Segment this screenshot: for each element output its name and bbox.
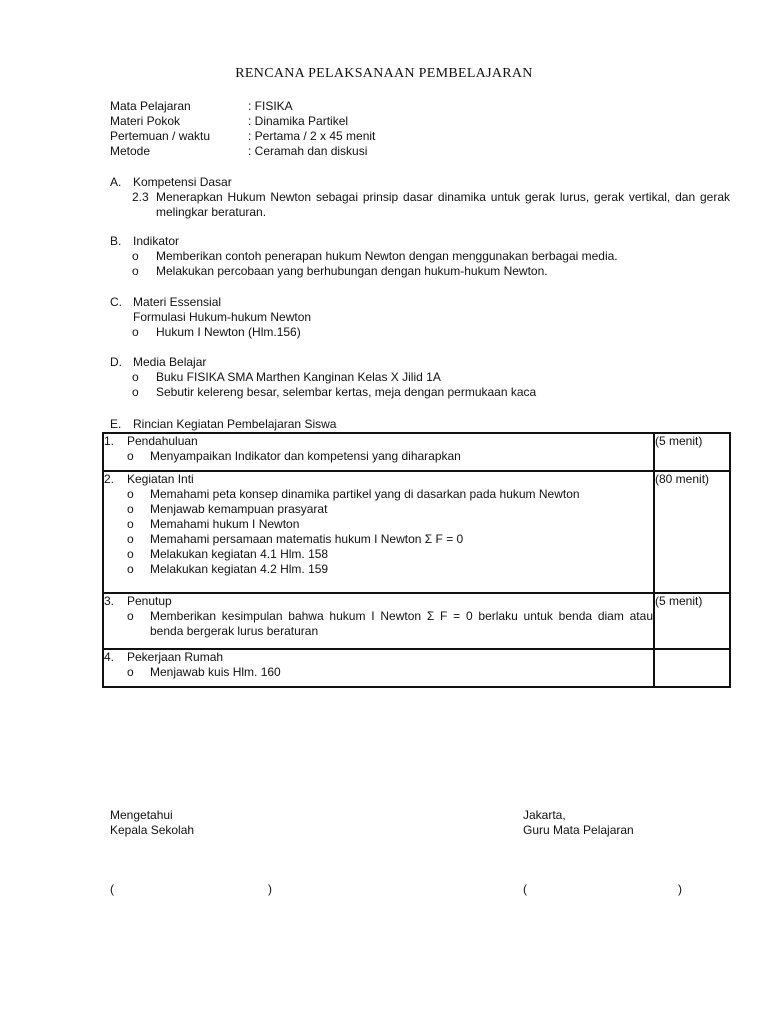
activity-heading [104, 594, 653, 609]
activity-time: (5 menit) [654, 433, 730, 471]
list-item [110, 249, 730, 264]
item-text: Melakukan kegiatan 4.1 Hlm. 158 [150, 547, 329, 561]
signature-left-close-paren: ) [268, 882, 272, 896]
meta-row-topic [110, 114, 375, 129]
activity-time: (5 menit) [654, 593, 730, 649]
list-item [104, 562, 653, 577]
signature-left-line2: Kepala Sekolah [110, 823, 195, 837]
list-item [104, 449, 653, 464]
meta-label: Mata Pelajaran [110, 99, 191, 113]
section-subtitle: Formulasi Hukum-hukum Newton [133, 310, 312, 324]
bullet-icon: o [127, 532, 134, 546]
section-letter: C. [110, 295, 122, 309]
item-text: Sebutir kelereng besar, selembar kertas, meja dengan permukaan kaca [156, 385, 537, 399]
meta-value: : Pertama / 2 x 45 menit [248, 129, 376, 143]
item-text: Melakukan percobaan yang berhubungan dengan hukum-hukum Newton. [156, 264, 548, 278]
section-heading [110, 175, 730, 190]
item-text: Buku FISIKA SMA Marthen Kanginan Kelas X Jilid 1A [156, 370, 441, 384]
item-text: Menjawab kuis Hlm. 160 [150, 665, 281, 679]
bullet-icon: o [127, 547, 134, 561]
activity-cell [103, 433, 654, 471]
signature-left [110, 808, 194, 838]
section-title: Kompetensi Dasar [133, 175, 232, 189]
item-text: Memberikan kesimpulan bahwa hukum I Newton Σ F = 0 berlaku untuk benda diam atau benda bergerak lurus beraturan [150, 609, 653, 638]
activity-title: Pekerjaan Rumah [127, 650, 224, 664]
activity-heading [104, 472, 653, 487]
section-indikator [110, 234, 730, 279]
signature-right-open-paren: ( [523, 882, 527, 896]
item-text: Menjawab kemampuan prasyarat [150, 502, 328, 516]
list-item [104, 502, 653, 517]
section-heading [110, 417, 730, 432]
list-item [104, 609, 653, 639]
bullet-icon: o [132, 264, 139, 278]
signature-right [523, 808, 634, 838]
item-text: Memahami persamaan matematis hukum I Newton Σ F = 0 [150, 532, 464, 546]
item-text: Memberikan contoh penerapan hukum Newton dengan menggunakan berbagai media. [156, 249, 618, 263]
table-row [103, 593, 730, 649]
section-title: Media Belajar [133, 355, 207, 369]
bullet-icon: o [127, 609, 134, 623]
signature-left-open-paren: ( [110, 882, 114, 896]
meta-value: : Ceramah dan diskusi [248, 144, 368, 158]
section-kompetensi-dasar [110, 175, 730, 220]
signature-left-line1: Mengetahui [110, 808, 173, 822]
bullet-icon: o [127, 665, 134, 679]
meta-value: : Dinamika Partikel [248, 114, 349, 128]
bullet-icon: o [127, 487, 134, 501]
bullet-icon: o [132, 325, 139, 339]
meta-block [110, 99, 375, 159]
meta-row-subject [110, 99, 375, 114]
section-heading [110, 355, 730, 370]
list-item [110, 370, 730, 385]
section-media-belajar [110, 355, 730, 400]
signature-right-line1: Jakarta, [523, 808, 566, 822]
meta-value: : FISIKA [248, 99, 293, 113]
activities-table [102, 432, 731, 688]
meta-row-method [110, 144, 375, 159]
section-heading [110, 295, 730, 310]
list-item [104, 547, 653, 562]
activity-title: Kegiatan Inti [127, 472, 194, 486]
list-item [110, 264, 730, 279]
activity-title: Pendahuluan [127, 434, 198, 448]
activity-number: 4. [104, 650, 115, 664]
bullet-icon: o [132, 370, 139, 384]
bullet-icon: o [127, 449, 134, 463]
item-text: Memahami peta konsep dinamika partikel yang di dasarkan pada hukum Newton [150, 487, 580, 501]
item-text: Menyampaikan Indikator dan kompetensi yang diharapkan [150, 449, 461, 463]
activity-heading [104, 650, 653, 665]
activity-time: (80 menit) [654, 471, 730, 593]
signature-right-line2: Guru Mata Pelajaran [523, 823, 634, 837]
table-row [103, 433, 730, 471]
bullet-icon: o [132, 385, 139, 399]
item-text: Hukum I Newton (Hlm.156) [156, 325, 301, 339]
signature-right-close-paren: ) [678, 882, 682, 896]
meta-label: Materi Pokok [110, 114, 181, 128]
item-text: Menerapkan Hukum Newton sebagai prinsip dasar dinamika untuk gerak lurus, gerak vertikal, dan gerak melingkar beraturan. [156, 190, 730, 219]
section-letter: E. [110, 417, 122, 431]
activity-heading [104, 434, 653, 449]
bullet-icon: o [127, 517, 134, 531]
competency-item [110, 190, 730, 220]
list-item [110, 385, 730, 400]
activity-cell [103, 471, 654, 593]
activity-title: Penutup [127, 594, 172, 608]
list-item [104, 487, 653, 502]
item-number: 2.3 [132, 190, 149, 204]
list-item [104, 517, 653, 532]
table-row [103, 649, 730, 687]
section-letter: B. [110, 234, 122, 248]
item-text: Melakukan kegiatan 4.2 Hlm. 159 [150, 562, 329, 576]
section-heading [110, 234, 730, 249]
document-title: RENCANA PELAKSANAAN PEMBELAJARAN [235, 66, 533, 81]
activity-number: 2. [104, 472, 115, 486]
bullet-icon: o [132, 249, 139, 263]
bullet-icon: o [127, 502, 134, 516]
activity-cell [103, 649, 654, 687]
section-title: Indikator [133, 234, 180, 248]
activity-number: 3. [104, 594, 115, 608]
list-item [104, 665, 653, 680]
table-row [103, 471, 730, 593]
section-title: Rincian Kegiatan Pembelajaran Siswa [133, 417, 337, 431]
list-item [110, 325, 730, 340]
item-text: Memahami hukum I Newton [150, 517, 300, 531]
meta-label: Metode [110, 144, 151, 158]
section-title: Materi Essensial [133, 295, 222, 309]
meta-row-meeting [110, 129, 375, 144]
section-letter: D. [110, 355, 122, 369]
section-rincian-kegiatan [110, 417, 730, 432]
activity-time [654, 649, 730, 687]
activity-number: 1. [104, 434, 115, 448]
list-item [104, 532, 653, 547]
bullet-icon: o [127, 562, 134, 576]
activity-cell [103, 593, 654, 649]
meta-label: Pertemuan / waktu [110, 129, 211, 143]
section-materi-essensial [110, 295, 730, 340]
section-letter: A. [110, 175, 122, 189]
